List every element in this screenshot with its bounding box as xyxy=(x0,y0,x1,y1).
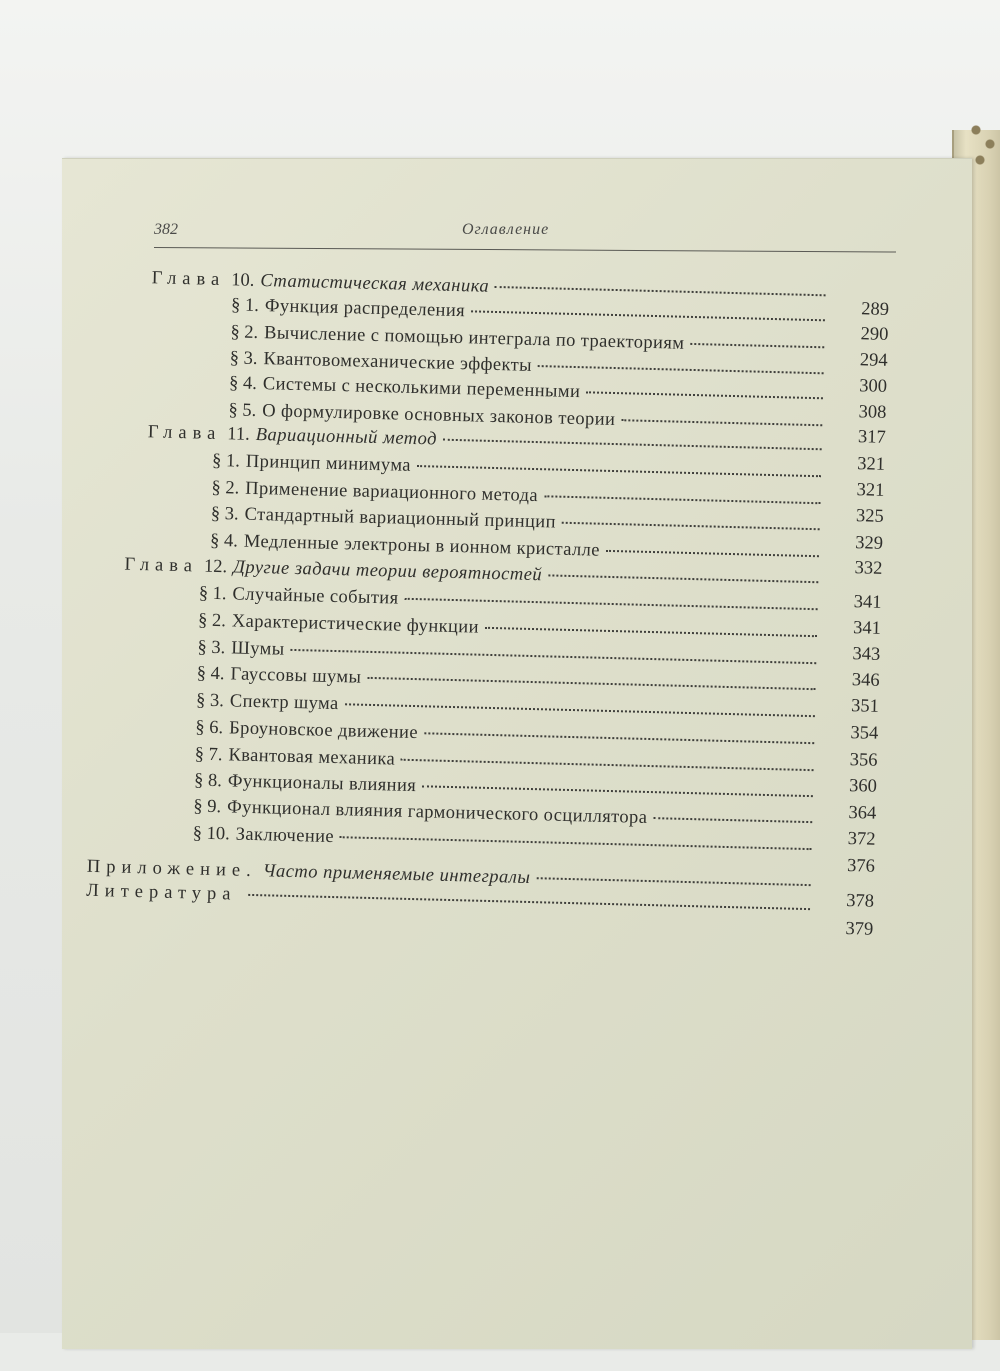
toc-page-number: 379 xyxy=(845,919,874,940)
dot-leader xyxy=(471,310,825,321)
toc-page-number: 356 xyxy=(849,750,878,771)
toc-entry-label: Приложение. xyxy=(86,856,257,882)
dot-leader xyxy=(536,877,810,886)
dot-leader xyxy=(544,495,820,504)
toc-entry-title: Функция распределения xyxy=(264,296,466,322)
toc-entry-label: § 4. xyxy=(209,530,239,552)
dot-leader xyxy=(422,785,813,797)
toc-entry-title: Часто применяемые интегралы xyxy=(262,861,531,889)
toc-chapter-number: 12. xyxy=(203,556,228,578)
dot-leader xyxy=(401,759,813,771)
toc-chapter-number: 11. xyxy=(227,424,251,445)
dot-leader xyxy=(538,365,824,374)
toc-entry-title: Стандартный вариационный принцип xyxy=(244,504,557,533)
toc-entry-title: Вариационный метод xyxy=(255,424,438,450)
dot-leader xyxy=(690,343,824,348)
toc-entry-label: § 6. xyxy=(195,717,224,739)
dot-leader xyxy=(248,894,810,910)
toc-entry-title: Шумы xyxy=(230,638,285,660)
dot-leader xyxy=(404,598,817,610)
dot-leader xyxy=(291,649,817,664)
toc-entry-label: § 3. xyxy=(210,503,239,525)
toc-page-number: 332 xyxy=(854,558,883,579)
toc-entry-label: § 2. xyxy=(197,610,227,632)
toc-entry-label: § 5. xyxy=(228,400,257,421)
dot-leader xyxy=(367,677,815,690)
toc-entry-title: Статистическая механика xyxy=(260,271,490,297)
dot-leader xyxy=(548,574,818,583)
toc-entry-label: § 1. xyxy=(211,450,241,472)
toc-entry-label: § 4. xyxy=(196,663,225,685)
toc-entry-title: Броуновское движение xyxy=(228,718,419,744)
binding-stitching xyxy=(968,120,1000,180)
toc-chapter-number: 10. xyxy=(230,270,255,291)
toc-entry-label: Глава xyxy=(124,554,199,577)
toc-entry-title: Функционалы влияния xyxy=(227,771,417,797)
toc-entry-title: Спектр шума xyxy=(229,691,339,715)
toc-page-number: 376 xyxy=(846,856,876,877)
toc-page-number: 294 xyxy=(859,350,888,371)
toc-page-number: 325 xyxy=(855,506,884,527)
dot-leader xyxy=(653,817,812,823)
dot-leader xyxy=(345,703,815,717)
toc-entry-label: § 3. xyxy=(195,690,225,712)
toc-entry-title: Функционал влияния гармонического осциллятора xyxy=(226,797,648,828)
book-page xyxy=(62,158,972,1349)
toc-entry-title: Характеристические функции xyxy=(231,611,480,638)
table-of-contents xyxy=(35,158,975,1371)
toc-entry-title: О формулировке основных законов теории xyxy=(261,401,616,431)
toc-entry-title: Принцип минимума xyxy=(245,451,412,476)
dot-leader xyxy=(340,836,812,850)
toc-entry-title: Системы с несколькими переменными xyxy=(262,374,581,403)
toc-entry-title: Квантовомеханические эффекты xyxy=(263,349,533,376)
toc-entry-title: Заключение xyxy=(235,824,335,848)
toc-entry-label: § 8. xyxy=(193,770,223,792)
toc-entry-label: § 9. xyxy=(193,796,222,818)
toc-page-number: 329 xyxy=(855,533,884,554)
toc-page-number: 341 xyxy=(852,618,882,639)
dot-leader xyxy=(495,286,825,296)
toc-entry-label: § 1. xyxy=(198,583,227,605)
toc-entry-label: § 3. xyxy=(229,348,258,369)
dot-leader xyxy=(443,439,822,451)
toc-page-number: 354 xyxy=(850,723,879,744)
toc-entry-label: § 7. xyxy=(194,744,223,766)
toc-entry-label: § 2. xyxy=(230,322,259,343)
dot-leader xyxy=(586,391,823,399)
toc-page-number: 308 xyxy=(858,402,887,423)
toc-page-number: 321 xyxy=(857,454,886,475)
toc-page-number: 317 xyxy=(857,427,886,448)
toc-entry-label: § 3. xyxy=(197,637,226,659)
toc-page-number: 346 xyxy=(851,670,880,691)
toc-page-number: 290 xyxy=(860,324,889,345)
toc-entry-title: Медленные электроны в ионном кристалле xyxy=(243,531,601,561)
toc-page-number: 364 xyxy=(848,803,877,824)
toc-entry-title: Другие задачи теории вероятностей xyxy=(232,557,543,586)
toc-entry-title: Квантовая механика xyxy=(228,745,396,770)
toc-entry-label: Глава xyxy=(147,422,222,445)
toc-entry-label: § 10. xyxy=(192,823,230,845)
toc-entry-title: Гауссовы шумы xyxy=(230,664,362,688)
toc-page-number: 378 xyxy=(845,891,875,912)
toc-entry-title: Вычисление с помощью интеграла по траекториям xyxy=(263,323,685,354)
toc-page-number: 321 xyxy=(856,480,885,501)
toc-entry-label: § 4. xyxy=(228,373,258,394)
dot-leader xyxy=(424,732,814,744)
toc-page-number: 372 xyxy=(847,829,876,850)
toc-page-number: 341 xyxy=(853,592,882,613)
dot-leader xyxy=(485,627,817,637)
toc-page-number: 289 xyxy=(860,299,890,320)
toc-page-number: 300 xyxy=(859,376,888,397)
toc-entry-label: Литература xyxy=(86,880,237,905)
toc-page-number: 343 xyxy=(852,644,881,665)
page-number: 382 xyxy=(154,221,178,238)
toc-entry-label: Глава xyxy=(151,268,226,291)
toc-page-number: 360 xyxy=(848,776,878,797)
running-title: Оглавление xyxy=(462,221,550,238)
toc-entry-title: Применение вариационного метода xyxy=(244,478,539,507)
dot-leader xyxy=(621,419,822,426)
toc-page-number: 351 xyxy=(850,696,880,717)
dot-leader xyxy=(562,522,820,531)
dot-leader xyxy=(606,550,819,557)
toc-entry-title: Случайные события xyxy=(232,584,399,609)
dot-leader xyxy=(417,465,821,477)
toc-entry-label: § 1. xyxy=(230,295,260,316)
toc-entry-label: § 2. xyxy=(211,477,240,499)
